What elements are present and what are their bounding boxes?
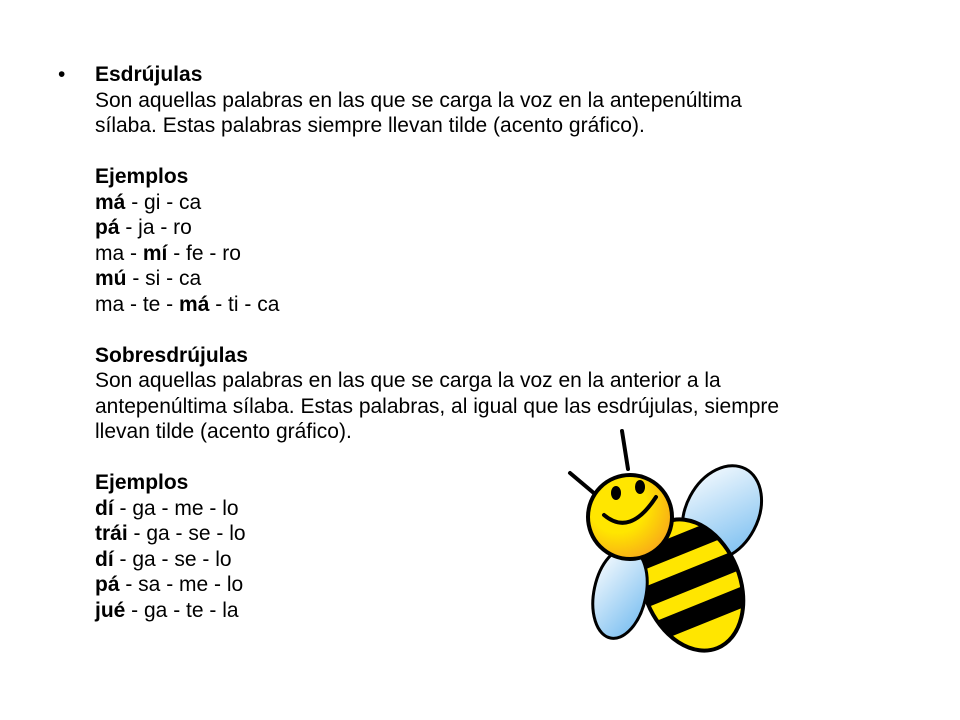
stressed-syllable: dí <box>95 496 114 520</box>
esdrujulas-example-3 <box>95 241 925 267</box>
stressed-syllable: dí <box>95 547 114 571</box>
example-post: - sa - me - lo <box>119 573 244 596</box>
spacer <box>95 139 925 165</box>
example-post: - ga - te - la <box>125 598 239 622</box>
sobresdrujulas-desc-line-2: antepenúltima sílaba. Estas palabras, al igual que las esdrújulas, siempre <box>95 394 780 418</box>
example-post: - ja - ro <box>119 216 192 239</box>
stressed-syllable: pá <box>95 216 120 239</box>
stressed-syllable: mí <box>142 241 168 265</box>
stressed-syllable: pá <box>95 573 120 596</box>
spacer <box>95 445 925 471</box>
example-post: - ga - se - lo <box>127 522 246 545</box>
example-post: - gi - ca <box>125 190 202 214</box>
bullet-point: • <box>58 63 66 86</box>
sobresdrujulas-desc-line-3: llevan tilde (acento gráfico). <box>95 420 352 443</box>
example-pre: ma - <box>95 241 143 265</box>
example-post: - ga - me - lo <box>113 496 239 520</box>
sobresdrujulas-example-3 <box>95 547 925 573</box>
stressed-syllable: trái <box>95 522 128 545</box>
sobresdrujulas-desc-line-1: Son aquellas palabras en las que se carga la voz en la anterior a la <box>95 369 721 392</box>
esdrujulas-desc-line-1: Son aquellas palabras en las que se carga la voz en la antepenúltima <box>95 88 742 112</box>
esdrujulas-desc-line-2: sílaba. Estas palabras siempre llevan tilde (acento gráfico). <box>95 114 645 137</box>
example-pre: ma - te - <box>95 292 180 316</box>
example-post: - si - ca <box>126 267 202 290</box>
sobresdrujulas-examples-heading: Ejemplos <box>95 471 189 494</box>
stressed-syllable: jué <box>95 598 126 622</box>
example-post: - ga - se - lo <box>113 547 232 571</box>
slide-content <box>95 62 925 623</box>
bee-icon <box>560 425 785 655</box>
stressed-syllable: mú <box>95 267 127 290</box>
esdrujulas-example-4 <box>95 266 925 292</box>
esdrujulas-example-1 <box>95 190 925 216</box>
esdrujulas-example-5 <box>95 292 925 318</box>
bee-eye-right <box>635 480 645 494</box>
esdrujulas-heading: Esdrújulas <box>95 63 203 86</box>
spacer <box>95 317 925 343</box>
sobresdrujulas-example-1 <box>95 496 925 522</box>
sobresdrujulas-example-5 <box>95 598 925 624</box>
example-post: - fe - ro <box>167 241 241 265</box>
sobresdrujulas-heading: Sobresdrújulas <box>95 343 248 367</box>
sobresdrujulas-example-4 <box>95 572 925 598</box>
sobresdrujulas-example-2 <box>95 521 925 547</box>
example-post: - ti - ca <box>209 292 280 316</box>
stressed-syllable: má <box>95 190 126 214</box>
stressed-syllable: má <box>179 292 210 316</box>
bee-head <box>588 475 672 559</box>
bee-eye-left <box>611 486 621 500</box>
esdrujulas-example-2 <box>95 215 925 241</box>
bee-antenna-right <box>622 431 628 469</box>
esdrujulas-examples-heading: Ejemplos <box>95 165 189 188</box>
